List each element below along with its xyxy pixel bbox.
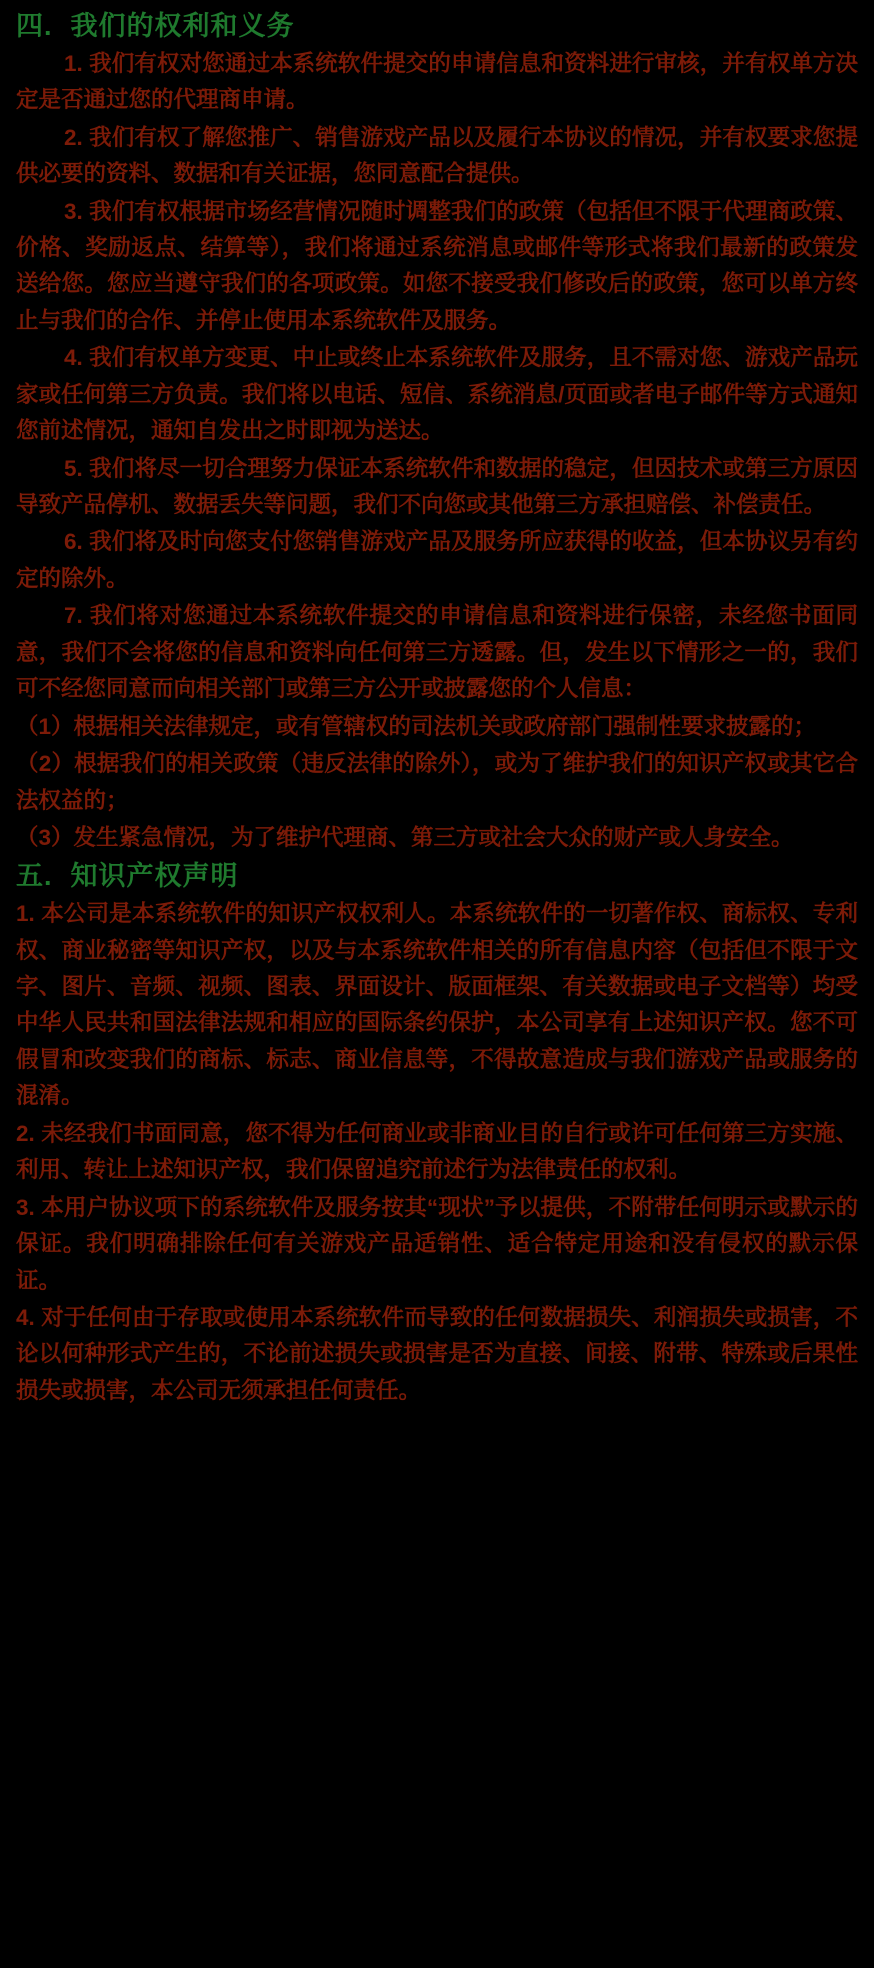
section-heading-4 <box>16 10 858 44</box>
clause-5-3: 3. 本用户协议项下的系统软件及服务按其“现状”予以提供，不附带任何明示或默示的保证。我们明确排除任何有关游戏产品适销性、适合特定用途和没有侵权的默示保证。 <box>16 1194 858 1293</box>
clause-4-7-a: （1）根据相关法律规定，或有管辖权的司法机关或政府部门强制性要求披露的； <box>16 713 817 739</box>
clause-4-2: 2. 我们有权了解您推广、销售游戏产品以及履行本协议的情况，并有权要求您提供必要的资料、数据和有关证据，您同意配合提供。 <box>16 124 858 187</box>
clause-4-5: 5. 我们将尽一切合理努力保证本系统软件和数据的稳定，但因技术或第三方原因导致产品停机、数据丢失等问题，我们不向您或其他第三方承担赔偿、补偿责任。 <box>16 455 858 517</box>
clause-4-7: 7. 我们将对您通过本系统软件提交的申请信息和资料进行保密，未经您书面同意，我们不会将您的信息和资料向任何第三方透露。但，发生以下情形之一的，我们可不经您同意而向相关部门或第三方公开或披露您的个人信息： <box>16 603 858 702</box>
section-number: 五. <box>16 861 53 892</box>
clause-5-4: 4. 对于任何由于存取或使用本系统软件而导致的任何数据损失、利润损失或损害，不论以何种形式产生的，不论前述损失或损害是否为直接、间接、附带、特殊或后果性损失或损害，本公司无须承担任何责任。 <box>16 1304 858 1403</box>
clause-4-6: 6. 我们将及时向您支付您销售游戏产品及服务所应获得的收益，但本协议另有约定的除外。 <box>16 529 858 591</box>
clause-4-7-c: （3）发生紧急情况，为了维护代理商、第三方或社会大众的财产或人身安全。 <box>16 824 794 850</box>
section-heading-5 <box>16 860 858 894</box>
clause-4-7-b: （2）根据我们的相关政策（违反法律的除外），或为了维护我们的知识产权或其它合法权益的； <box>16 751 858 813</box>
clause-4-4: 4. 我们有权单方变更、中止或终止本系统软件及服务，且不需对您、游戏产品玩家或任何第三方负责。我们将以电话、短信、系统消息/页面或者电子邮件等方式通知您前述情况，通知自发出之时即视为送达。 <box>16 345 858 444</box>
section-number: 四. <box>16 11 53 41</box>
section-title: 知识产权声明 <box>70 861 239 892</box>
clause-4-1: 1. 我们有权对您通过本系统软件提交的申请信息和资料进行审核，并有权单方决定是否通过您的代理商申请。 <box>16 50 858 113</box>
clause-4-3: 3. 我们有权根据市场经营情况随时调整我们的政策（包括但不限于代理商政策、价格、奖励返点、结算等），我们将通过系统消息或邮件等形式将我们最新的政策发送给您。您应当遵守我们的各项政策。如您不接受我们修改后的政策，您可以单方终止与我们的合作、并停止使用本系统软件及服务。 <box>16 198 858 333</box>
clause-5-2: 2. 未经我们书面同意，您不得为任何商业或非商业目的自行或许可任何第三方实施、利用、转让上述知识产权，我们保留追究前述行为法律责任的权利。 <box>16 1120 858 1183</box>
section-title: 我们的权利和义务 <box>70 11 295 41</box>
clause-5-1: 1. 本公司是本系统软件的知识产权权利人。本系统软件的一切著作权、商标权、专利权、商业秘密等知识产权，以及与本系统软件相关的所有信息内容（包括但不限于文字、图片、音频、视频、图表、界面设计、版面框架、有关数据或电子文档等）均受中华人民共和国法律法规和相应的国际条约保护，本公司享有上述知识产权。您不可假冒和改变我们的商标、标志、商业信息等，不得故意造成与我们游戏产品或服务的混淆。 <box>16 901 858 1109</box>
